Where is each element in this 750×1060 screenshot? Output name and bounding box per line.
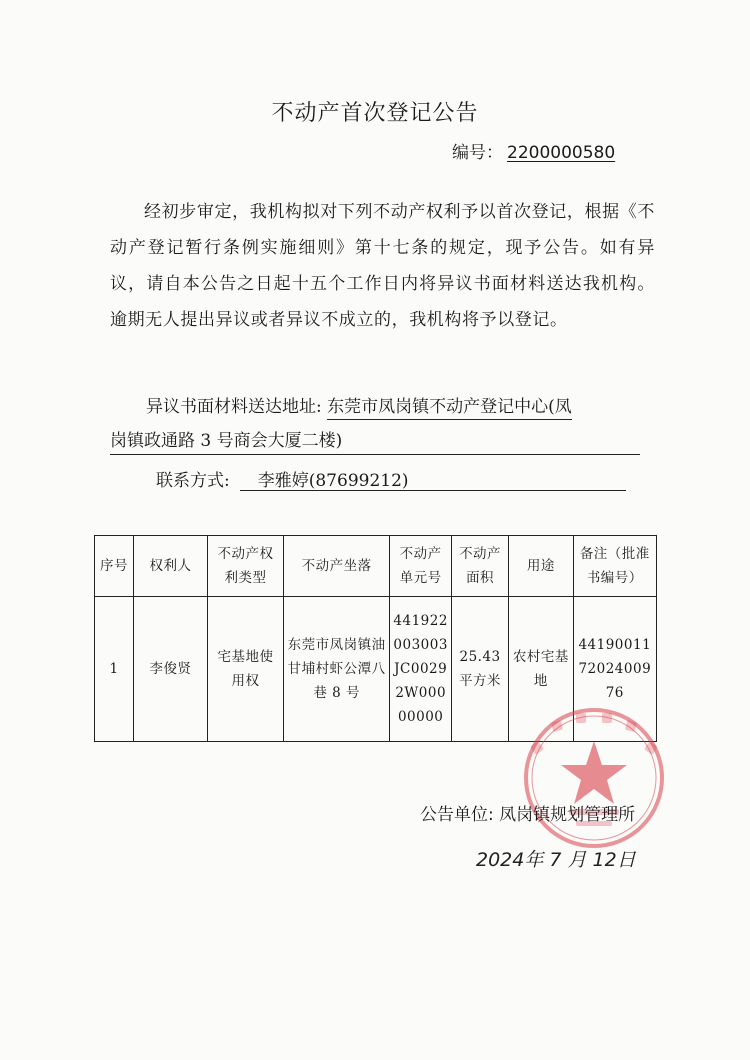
official-seal-icon bbox=[514, 703, 674, 853]
cell-area: 25.43 平方米 bbox=[452, 597, 509, 742]
cell-note: 4419001172024009 76 bbox=[573, 597, 656, 742]
cell-unit-number: 441922003003JC00292W00000000 bbox=[390, 597, 452, 742]
header-cell: 序号 bbox=[95, 536, 134, 597]
header-cell: 不动产权利类型 bbox=[208, 536, 284, 597]
header-cell: 用途 bbox=[509, 536, 574, 597]
header-cell: 权利人 bbox=[134, 536, 208, 597]
table-header-row bbox=[95, 536, 657, 597]
issuer-line: 公告单位: 凤岗镇规划管理所 bbox=[420, 805, 636, 825]
header-cell: 备注（批准书编号） bbox=[573, 536, 656, 597]
cell-number: 1 bbox=[95, 597, 134, 742]
address-line-1 bbox=[110, 390, 640, 424]
cell-right-type: 宅基地使用权 bbox=[208, 597, 284, 742]
address-label: 异议书面材料送达地址: bbox=[146, 397, 322, 417]
body-paragraph: 经初步审定，我机构拟对下列不动产权利予以首次登记，根据《不动产登记暂行条例实施细则》第十七条的规定，现予公告。如有异议，请自本公告之日起十五个工作日内将异议书面材料送达我机构。逾期无人提出异议或者异议不成立的，我机构将予以登记。 bbox=[110, 202, 655, 330]
serial-label: 编号： bbox=[452, 143, 503, 163]
cell-owner: 李俊贤 bbox=[134, 597, 208, 742]
contact-label: 联系方式: bbox=[156, 471, 230, 491]
serial-number bbox=[452, 138, 615, 163]
address-line-2 bbox=[110, 424, 640, 455]
page-title: 不动产首次登记公告 bbox=[271, 101, 479, 126]
cell-location: 东莞市凤岗镇油甘埔村虾公潭八巷 8 号 bbox=[284, 597, 390, 742]
address-value-1: 东莞市凤岗镇不动产登记中心(凤 bbox=[327, 397, 572, 420]
cell-usage: 农村宅基地 bbox=[509, 597, 574, 742]
handwritten-date: 2024年 7 月 12日 bbox=[476, 849, 636, 871]
address-value-2: 岗镇政通路 3 号商会大厦二楼) bbox=[110, 431, 343, 451]
header-cell: 不动产面积 bbox=[452, 536, 509, 597]
contact-row bbox=[110, 464, 640, 498]
serial-value: 2200000580 bbox=[507, 143, 616, 163]
contact-value: 李雅婷(87699212) bbox=[257, 471, 409, 491]
header-cell: 不动产单元号 bbox=[390, 536, 452, 597]
header-cell: 不动产坐落 bbox=[284, 536, 390, 597]
